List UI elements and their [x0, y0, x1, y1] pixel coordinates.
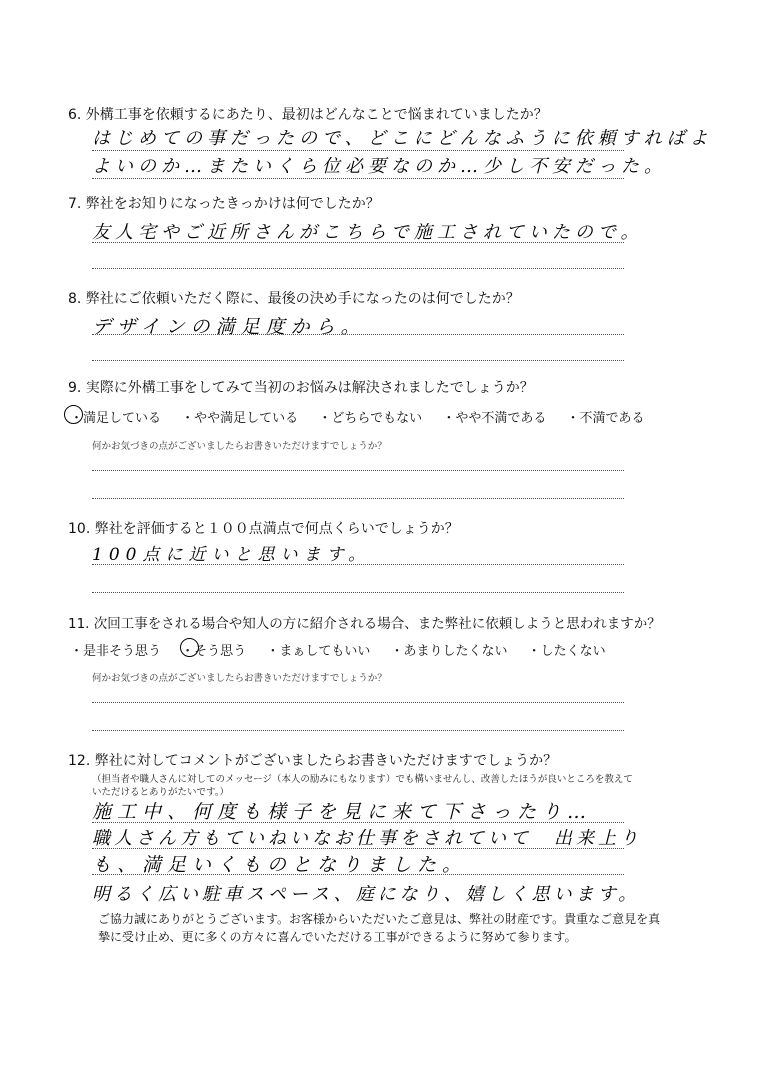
question-10: 10. 弊社を評価すると１００点満点で何点くらいでしょうか？ [68, 521, 459, 537]
answer-line [92, 702, 624, 703]
q11-options [70, 640, 622, 659]
footer-line-1: ご協力誠にありがとうございます。お客様からいただいたご意見は、弊社の財産です。貴重なご意見を真 [98, 912, 661, 926]
answer-line [92, 730, 624, 731]
answer-line [92, 242, 624, 243]
q11-option-1: ・是非そう思う [70, 644, 162, 659]
answer-7-line-1: 友人宅やご近所さんがこちらで施工されていたので。 [92, 222, 644, 243]
answer-line [92, 150, 624, 151]
answer-line [92, 592, 624, 593]
answer-line [92, 470, 624, 471]
selected-mark-circle [64, 405, 83, 424]
answer-line [92, 334, 624, 335]
answer-line [92, 848, 624, 849]
answer-line [92, 874, 624, 875]
question-8: 8. 弊社にご依頼いただく際に、最後の決め手になったのは何でしたか？ [68, 291, 520, 307]
answer-line [92, 822, 624, 823]
question-7: 7. 弊社をお知りになったきっかけは何でしたか？ [68, 196, 380, 212]
answer-6-line-1: はじめての事だったので、どこにどんなふうに依頼すればよ [92, 128, 713, 149]
q9-option-2: ・やや満足している [181, 411, 299, 426]
q11-option-3: ・まぁしてもいい [266, 644, 371, 659]
q11-option-5: ・したくない [527, 644, 606, 659]
answer-8-line-1: デザインの満足度から。 [92, 316, 366, 338]
q12-note-line-2: いただけるとありがたいです。） [92, 787, 229, 798]
answer-12-line-1: 施工中、何度も様子を見に来て下さったり… [92, 801, 593, 823]
q9-options [70, 407, 661, 426]
question-11: 11. 次回工事をされる場合や知人の方に紹介される場合、また弊社に依頼しようと思われますか？ [68, 616, 661, 632]
answer-10-line-1: 100点に近いと思います。 [92, 545, 372, 565]
answer-12-line-3: も、満足いくものとなりました。 [92, 854, 468, 876]
answer-line [92, 268, 624, 269]
q9-option-3: ・どちらでもない [318, 411, 423, 426]
answer-line [92, 498, 624, 499]
answer-12-line-2: 職人さん方もていねいなお仕事をされていて 出来上り [92, 828, 642, 849]
q9-option-5: ・不満である [566, 411, 645, 426]
answer-6-line-2: よいのか…またいくら位必要なのか…少し不安だった。 [92, 156, 667, 177]
question-9: 9. 実際に外構工事をしてみて当初のお悩みは解決されましたでしょうか？ [68, 380, 534, 396]
question-12: 12. 弊社に対してコメントがございましたらお書きいただけますでしょうか？ [68, 753, 558, 769]
answer-line [92, 564, 624, 565]
answer-line [92, 360, 624, 361]
q9-hint: 何かお気づきの点がございましたらお書きいただけますでしょうか？ [92, 441, 387, 452]
q9-option-1: ・満足している [70, 411, 162, 426]
q12-note-line-1: （担当者や職人さんに対してのメッセージ（本人の励みにもなります）でも構いませんし、改善したほうが良いところを教えて [92, 774, 633, 785]
q9-option-4: ・やや不満である [442, 411, 547, 426]
q11-option-2: ・そう思う [181, 644, 247, 659]
q11-option-4: ・あまりしたくない [390, 644, 508, 659]
footer-line-2: 摯に受け止め、更に多くの方々に喜んでいただける工事ができるように努めて参ります。 [98, 930, 577, 944]
answer-line [92, 178, 624, 179]
q11-hint: 何かお気づきの点がございましたらお書きいただけますでしょうか？ [92, 673, 387, 684]
question-6: 6. 外構工事を依頼するにあたり、最初はどんなことで悩まれていましたか？ [68, 107, 548, 123]
answer-12-line-4: 明るく広い駐車スペース、庭になり、嬉しく思います。 [92, 884, 641, 905]
selected-mark-circle [180, 638, 199, 657]
